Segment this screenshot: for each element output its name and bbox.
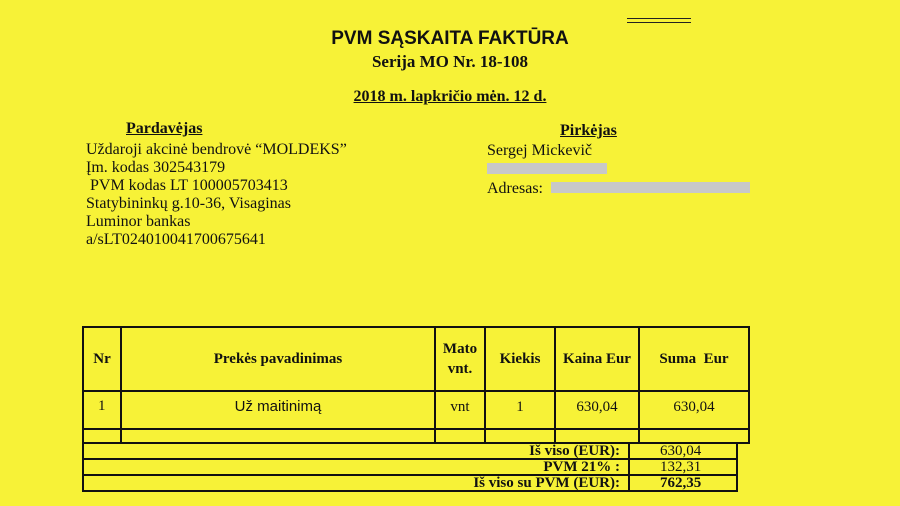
cell-sum: 630,04 [639,391,749,429]
table-header-row [83,327,749,391]
redacted-block [487,163,607,174]
total-row [82,476,738,492]
cell-unit: vnt [435,391,485,429]
redacted-block [551,182,750,193]
vat-label: PVM 21% : [543,459,620,475]
invoice-date: 2018 m. lapkričio mėn. 12 d. [353,88,547,105]
corner-mark [627,22,691,23]
seller-details [86,141,347,249]
empty-cell [435,429,485,443]
header-name: Prekės pavadinimas [121,327,435,391]
total-label: Iš viso su PVM (EUR): [473,475,620,491]
total-value: 762,35 [628,475,740,491]
invoice-series: Serija MO Nr. 18-108 [371,52,529,71]
table-empty-row [83,429,749,443]
cell-name: Už maitinimą [121,391,435,429]
subtotal-value: 630,04 [628,443,740,459]
cell-price: 630,04 [555,391,639,429]
vat-value: 132,31 [628,459,740,475]
subtotal-label: Iš viso (EUR): [529,443,620,459]
invoice-title: PVM SĄSKAITA FAKTŪRA [331,28,569,49]
seller-account: a/sLT024010041700675641 [86,231,266,248]
empty-cell [485,429,555,443]
cell-nr: 1 [83,391,121,429]
buyer-name: Sergej Mickevič [487,142,593,159]
vat-row [82,460,738,476]
buyer-address-label: Adresas: [487,180,543,197]
header-qty: Kiekis [485,327,555,391]
items-table [82,326,750,444]
header-sum: Suma Eur [639,327,749,391]
header-nr: Nr [83,327,121,391]
seller-heading: Pardavėjas [126,120,203,137]
cell-qty: 1 [485,391,555,429]
empty-cell [121,429,435,443]
table-row [83,391,749,429]
empty-cell [555,429,639,443]
seller-company-code: Įm. kodas 302543179 [86,159,226,176]
buyer-heading: Pirkėjas [560,122,617,139]
header-unit: Mato vnt. [435,327,485,391]
header-price: Kaina Eur [555,327,639,391]
subtotal-row [82,444,738,460]
seller-bank: Luminor bankas [86,213,191,230]
seller-vat-code: PVM kodas LT 100005703413 [86,177,288,194]
empty-cell [639,429,749,443]
seller-company: Uždaroji akcinė bendrovė “MOLDEKS” [86,141,347,158]
seller-address: Statybininkų g.10-36, Visaginas [86,195,291,212]
empty-cell [83,429,121,443]
corner-mark [627,18,691,19]
